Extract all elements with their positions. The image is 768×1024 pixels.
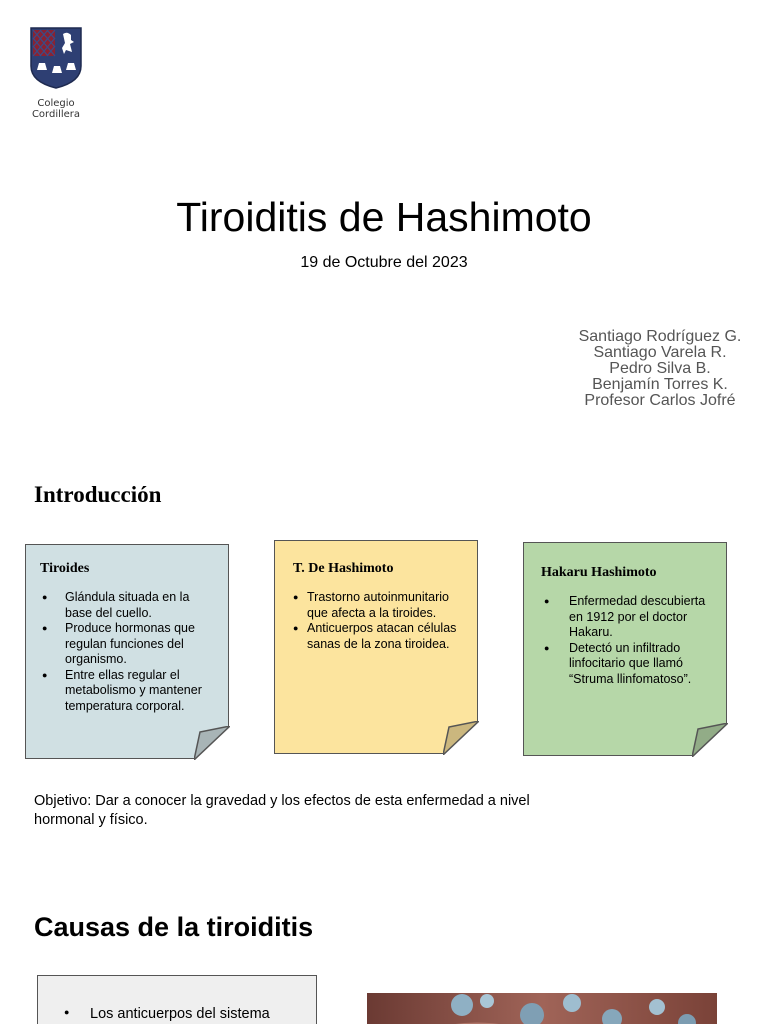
causes-box xyxy=(37,975,317,1024)
list-item: ● Glándula situada en la base del cuello. xyxy=(40,590,218,621)
antibody-image xyxy=(367,993,717,1024)
note-title: T. De Hashimoto xyxy=(293,561,394,576)
note-title: Hakaru Hashimoto xyxy=(541,565,657,580)
note-tiroides xyxy=(25,544,229,759)
date: 19 de Octubre del 2023 xyxy=(300,254,468,271)
causes-heading: Causas de la tiroiditis xyxy=(34,912,314,942)
note-hashimoto xyxy=(274,540,478,754)
logo-text: Colegio Cordillera xyxy=(31,98,81,120)
author-name: Santiago Rodríguez G. xyxy=(578,328,742,345)
objective-text: Objetivo: Dar a conocer la gravedad y los efectos de esta enfermedad a nivel hormonal y físico. xyxy=(34,793,530,828)
page-fold-icon xyxy=(692,723,728,757)
list-item: ● Enfermedad descubierta en 1912 por el doctor Hakaru. xyxy=(541,594,716,641)
note-list xyxy=(293,590,467,652)
page-fold-icon xyxy=(194,726,230,760)
list-item: ● Detectó un infiltrado linfocitario que llamó “Struma llinfomatoso”. xyxy=(541,641,716,688)
list-item: ● Produce hormonas que regulan funciones del organismo. xyxy=(40,621,218,668)
note-title: Tiroides xyxy=(40,561,90,576)
teacher-name: Profesor Carlos Jofré xyxy=(584,392,736,409)
note-list xyxy=(40,590,218,714)
school-crest-icon xyxy=(29,26,83,90)
list-item: ● Entre ellas regular el metabolismo y mantener temperatura corporal. xyxy=(40,668,218,715)
list-item: ● Trastorno autoinmunitario que afecta a la tiroides. xyxy=(293,590,467,621)
note-list xyxy=(541,594,716,687)
author-name: Pedro Silva B. xyxy=(609,360,711,377)
page-title: Tiroiditis de Hashimoto xyxy=(176,194,592,240)
author-name: Santiago Varela R. xyxy=(593,344,727,361)
author-name: Benjamín Torres K. xyxy=(592,376,728,393)
note-hakaru xyxy=(523,542,727,756)
page-fold-icon xyxy=(443,721,479,755)
list-item: ● Los anticuerpos del sistema xyxy=(62,1006,306,1022)
causes-list xyxy=(62,1006,306,1022)
antibody-illustration-icon xyxy=(367,993,717,1024)
school-logo xyxy=(26,26,86,120)
intro-heading: Introducción xyxy=(34,482,162,507)
list-item: ● Anticuerpos atacan células sanas de la zona tiroidea. xyxy=(293,621,467,652)
authors-list xyxy=(560,329,760,409)
